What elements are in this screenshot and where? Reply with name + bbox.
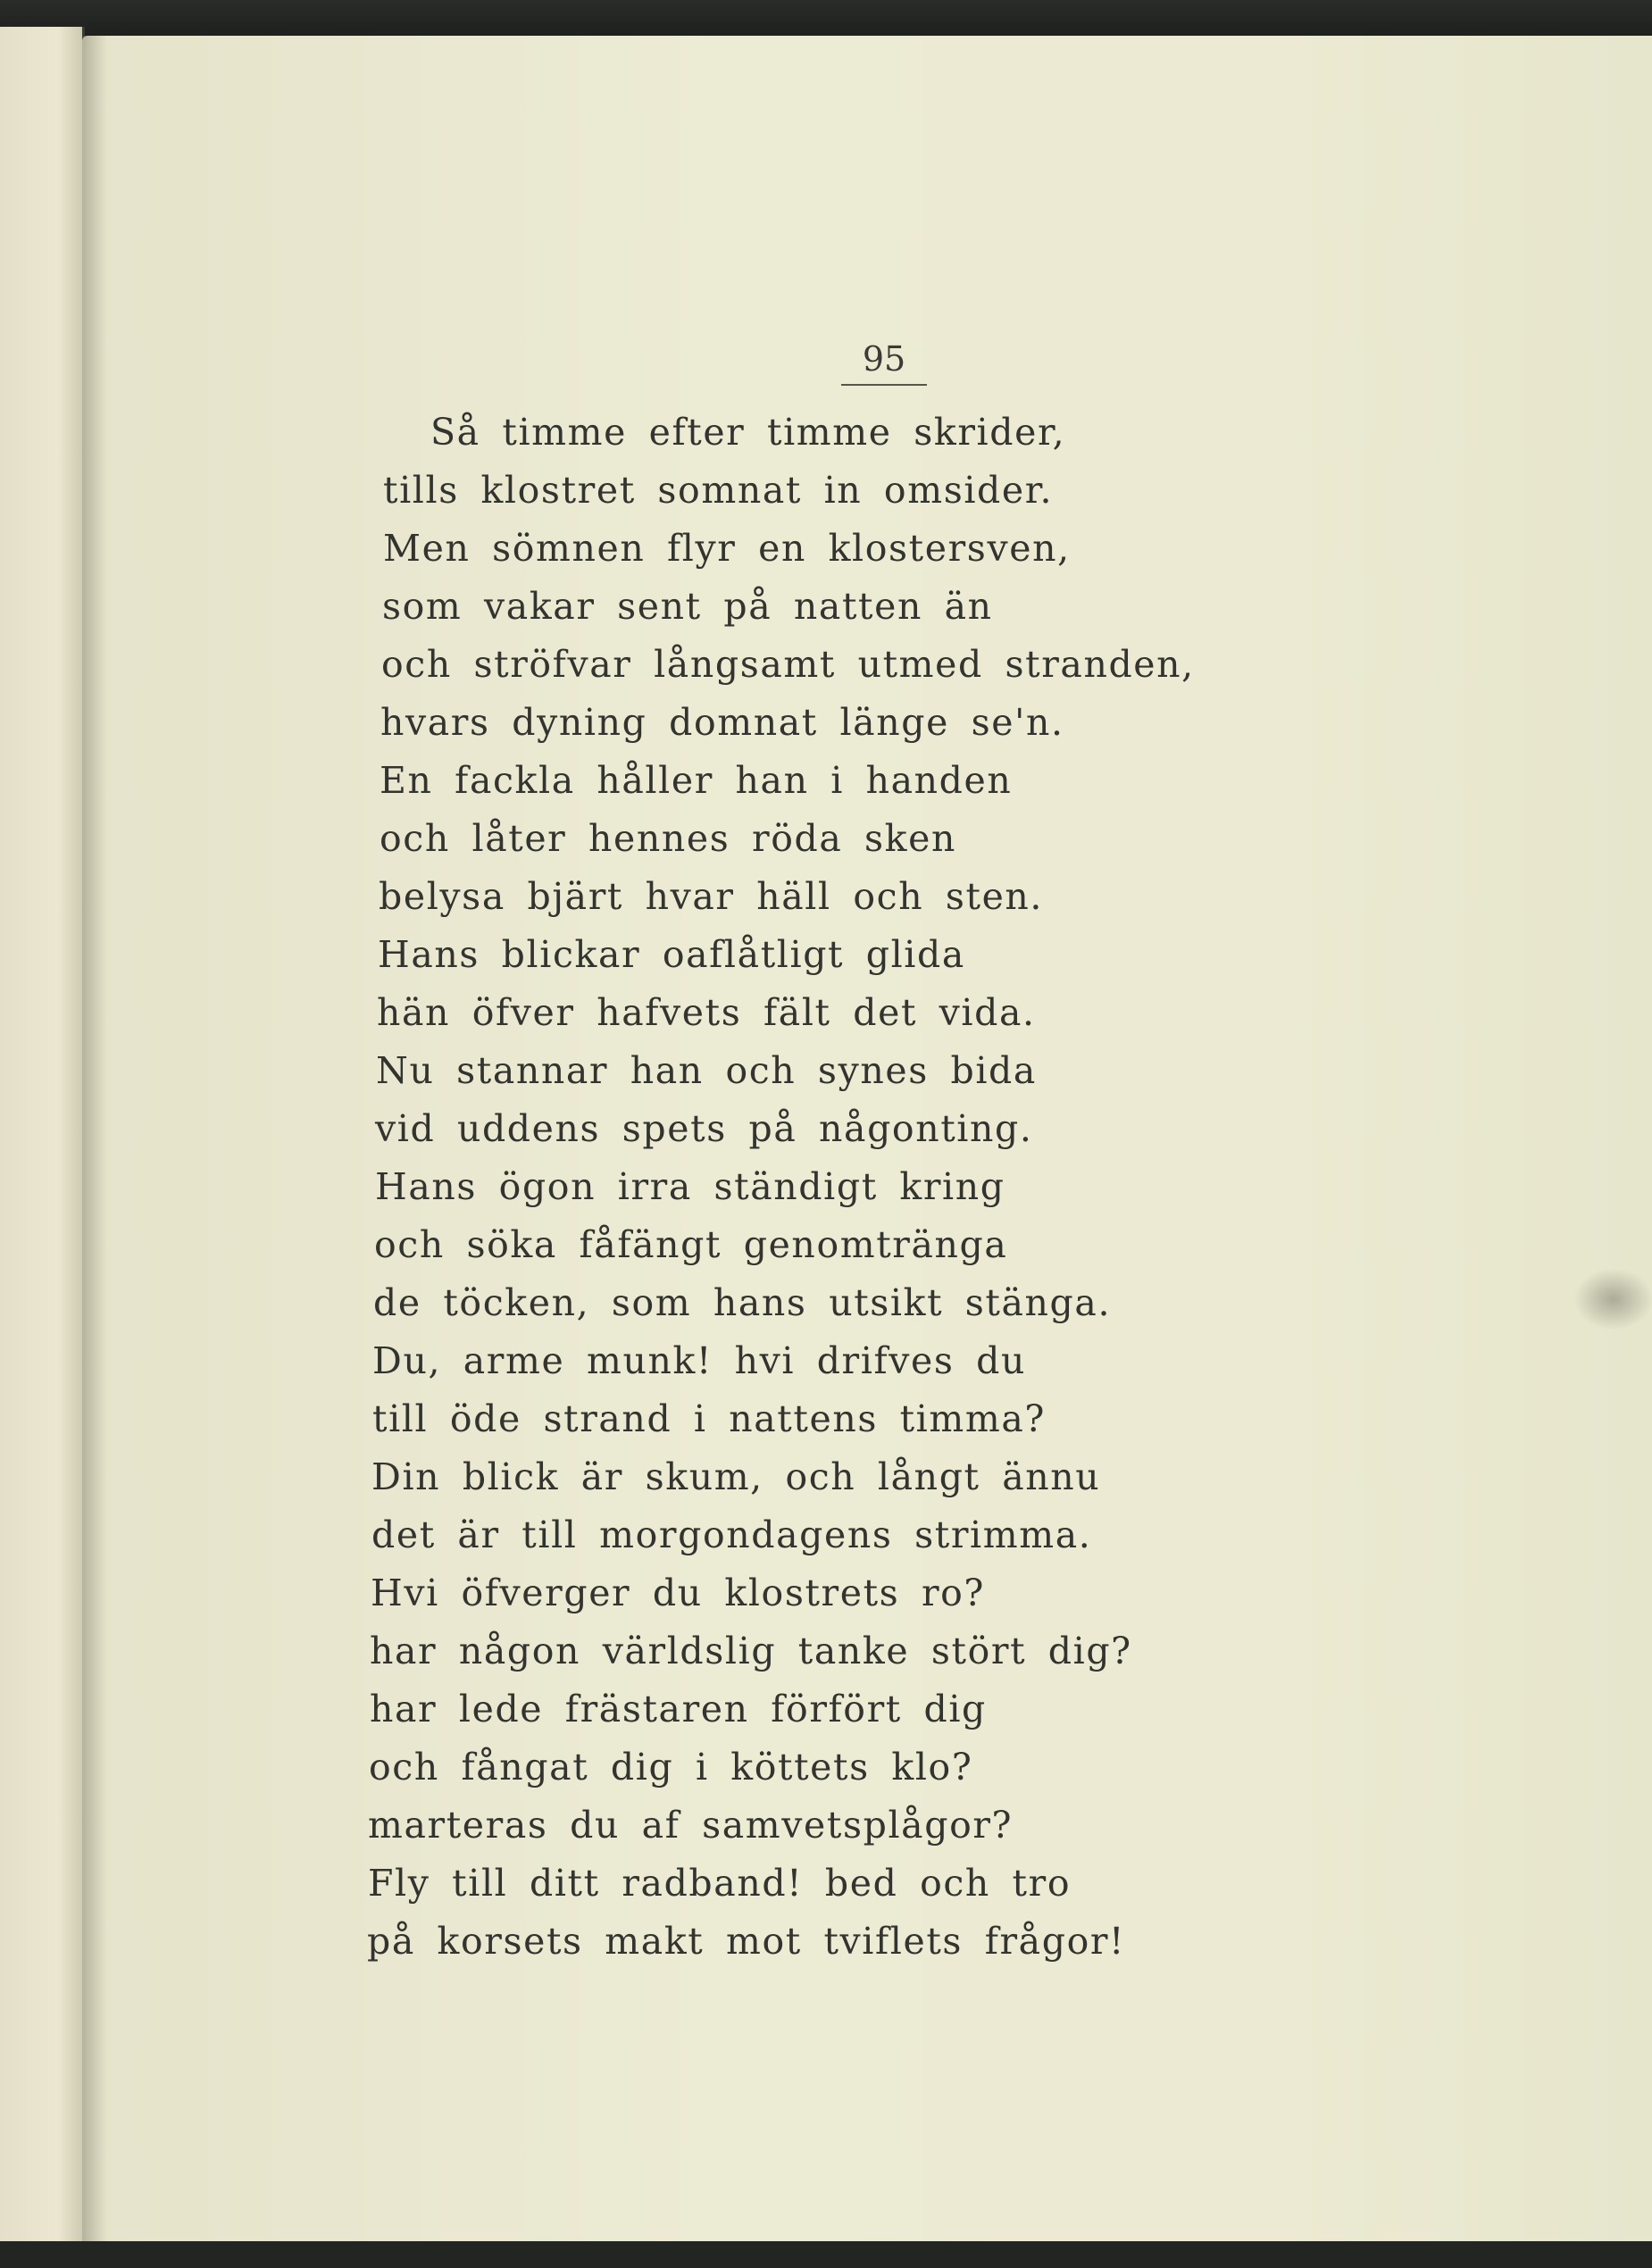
poem-line: Fly till ditt radband! bed och tro (368, 1862, 1072, 1905)
facing-page-edge (0, 27, 85, 2250)
poem-line: marteras du af samvetsplågor? (368, 1804, 1014, 1847)
poem-line: Du, arme munk! hvi drifves du (372, 1339, 1026, 1382)
poem-line: Nu stannar han och synes bida (376, 1049, 1037, 1092)
poem-line: hän öfver hafvets fält det vida. (377, 991, 1036, 1034)
poem-line: det är till morgondagens strimma. (371, 1513, 1092, 1556)
poem-line: har lede frästaren förfört dig (370, 1688, 987, 1730)
poem-line: hvars dyning domnat länge se'n. (380, 701, 1064, 744)
poem-line: som vakar sent på natten än (382, 585, 993, 628)
poem-line: Din blick är skum, och långt ännu (371, 1455, 1101, 1498)
poem-line: vid uddens spets på någonting. (375, 1107, 1033, 1150)
poem-line: belysa bjärt hvar häll och sten. (379, 875, 1044, 918)
poem-line: och ströfvar långsamt utmed stranden, (381, 643, 1195, 686)
poem-line: och låter hennes röda sken (380, 817, 956, 860)
poem-line: Så timme efter timme skrider, (430, 411, 1066, 454)
poem-text (82, 411, 1652, 2018)
book-page (82, 36, 1652, 2241)
poem-line: har någon världslig tanke stört dig? (370, 1630, 1132, 1672)
poem-line: på korsets makt mot tviflets frågor! (367, 1920, 1126, 1963)
poem-line: Men sömnen flyr en klostersven, (383, 527, 1071, 570)
poem-line: Hvi öfverger du klostrets ro? (371, 1572, 986, 1614)
poem-line: till öde strand i nattens timma? (372, 1397, 1046, 1440)
poem-line: de töcken, som hans utsikt stänga. (373, 1281, 1112, 1324)
poem-line: tills klostret somnat in omsider. (383, 469, 1054, 512)
poem-line: och söka fåfängt genomtränga (374, 1223, 1008, 1266)
poem-line: Hans blickar oaflåtligt glida (378, 933, 965, 976)
poem-line: och fångat dig i köttets klo? (369, 1746, 973, 1789)
page-number: 95 (841, 339, 927, 386)
poem-line: En fackla håller han i handen (380, 759, 1013, 802)
scanner-edge-bottom (0, 2241, 1652, 2268)
poem-line: Hans ögon irra ständigt kring (375, 1165, 1005, 1208)
